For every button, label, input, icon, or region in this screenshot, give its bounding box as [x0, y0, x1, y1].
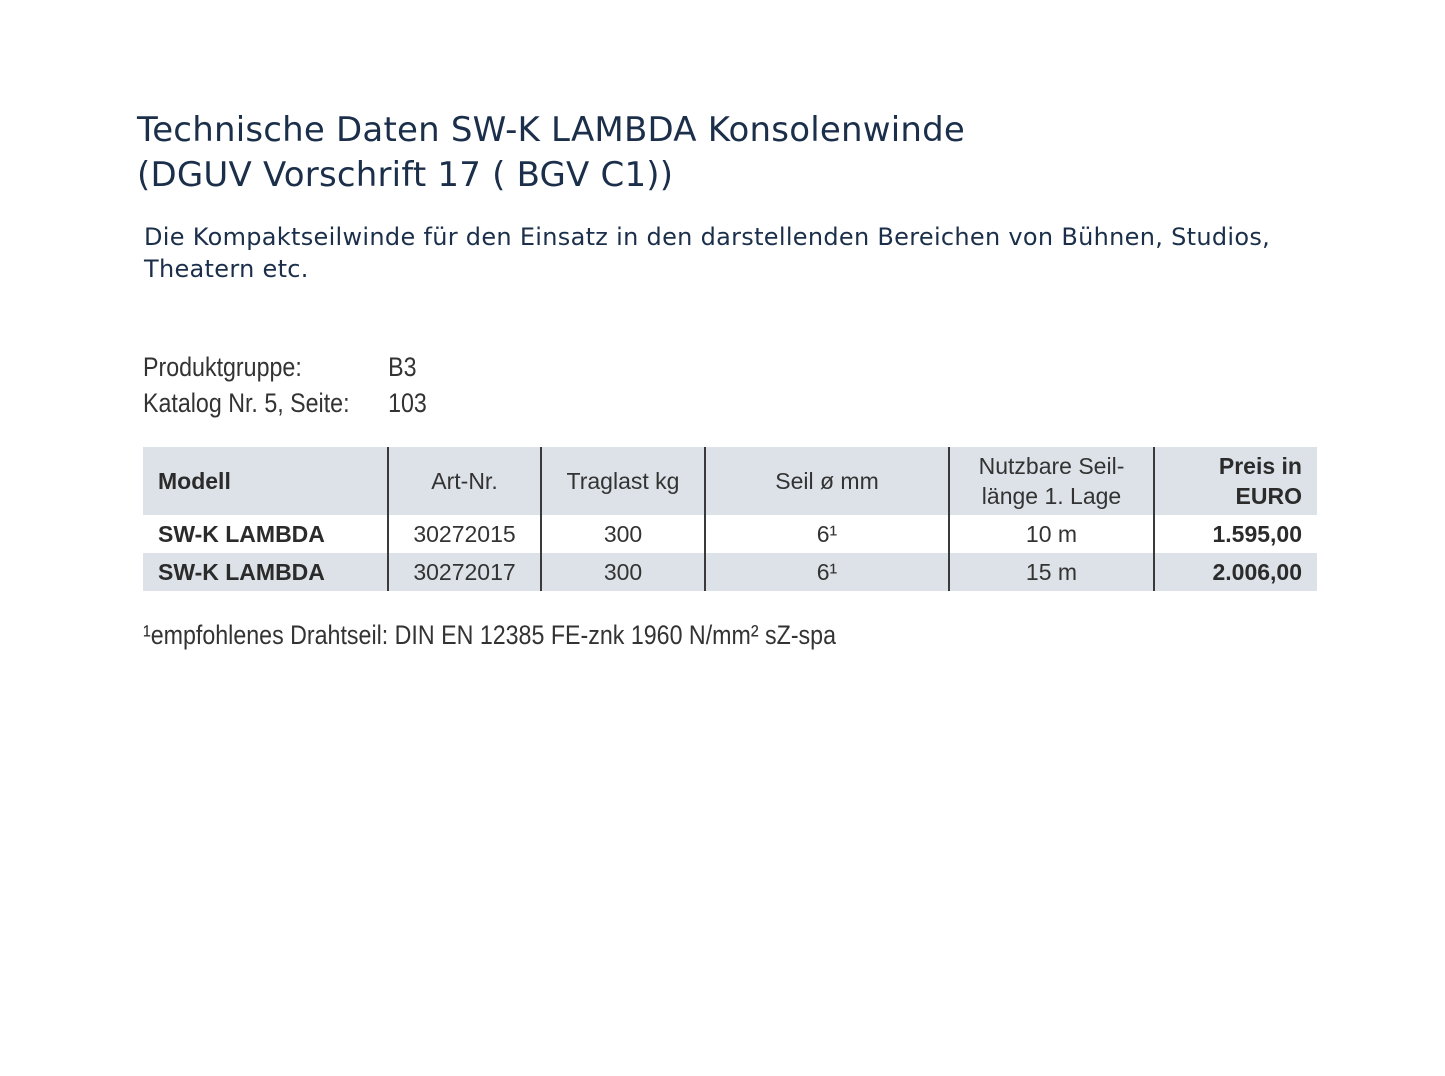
header-load: Traglast kg [541, 447, 705, 515]
cell-art-nr: 30272015 [388, 515, 541, 553]
cell-rope-length: 10 m [949, 515, 1154, 553]
spec-table [143, 447, 1317, 591]
cell-rope-length: 15 m [949, 553, 1154, 591]
header-rope: Seil ø mm [705, 447, 949, 515]
header-rope-length-line-2: länge 1. Lage [981, 483, 1122, 509]
cell-rope: 6¹ [705, 553, 949, 591]
cell-price: 1.595,00 [1154, 515, 1317, 553]
intro-text: Die Kompaktseilwinde für den Einsatz in den darstellenden Bereichen von Bühnen, Studios, Theatern etc. [144, 223, 1271, 283]
header-price-line-2: EURO [1235, 483, 1302, 509]
product-group-label: Produktgruppe: [143, 352, 302, 382]
header-art-nr: Art-Nr. [388, 447, 541, 515]
product-meta [143, 349, 427, 421]
page-title [137, 108, 965, 198]
header-rope-length-line-1: Nutzbare Seil- [978, 453, 1125, 479]
spec-table-body [143, 515, 1317, 591]
table-row [143, 553, 1317, 591]
page-title-line-1: Technische Daten SW-K LAMBDA Konsolenwinde [137, 110, 966, 150]
catalog-row [143, 385, 427, 421]
product-group-value: B3 [388, 352, 417, 382]
cell-model: SW-K LAMBDA [143, 515, 388, 553]
page-title-line-2: (DGUV Vorschrift 17 ( BGV C1)) [137, 155, 674, 195]
header-row [143, 447, 1317, 515]
cell-price: 2.006,00 [1154, 553, 1317, 591]
cell-load: 300 [541, 553, 705, 591]
spec-table-header [143, 447, 1317, 515]
cell-art-nr: 30272017 [388, 553, 541, 591]
product-group-row [143, 349, 427, 385]
header-price-line-1: Preis in [1218, 453, 1302, 479]
footnote: ¹empfohlenes Drahtseil: DIN EN 12385 FE-znk 1960 N/mm² sZ-spa [143, 620, 836, 650]
catalog-value: 103 [388, 388, 427, 418]
cell-load: 300 [541, 515, 705, 553]
catalog-label: Katalog Nr. 5, Seite: [143, 388, 350, 418]
cell-rope: 6¹ [705, 515, 949, 553]
header-price [1154, 447, 1317, 515]
header-rope-length [949, 447, 1154, 515]
cell-model: SW-K LAMBDA [143, 553, 388, 591]
header-model: Modell [143, 447, 388, 515]
table-row [143, 515, 1317, 553]
